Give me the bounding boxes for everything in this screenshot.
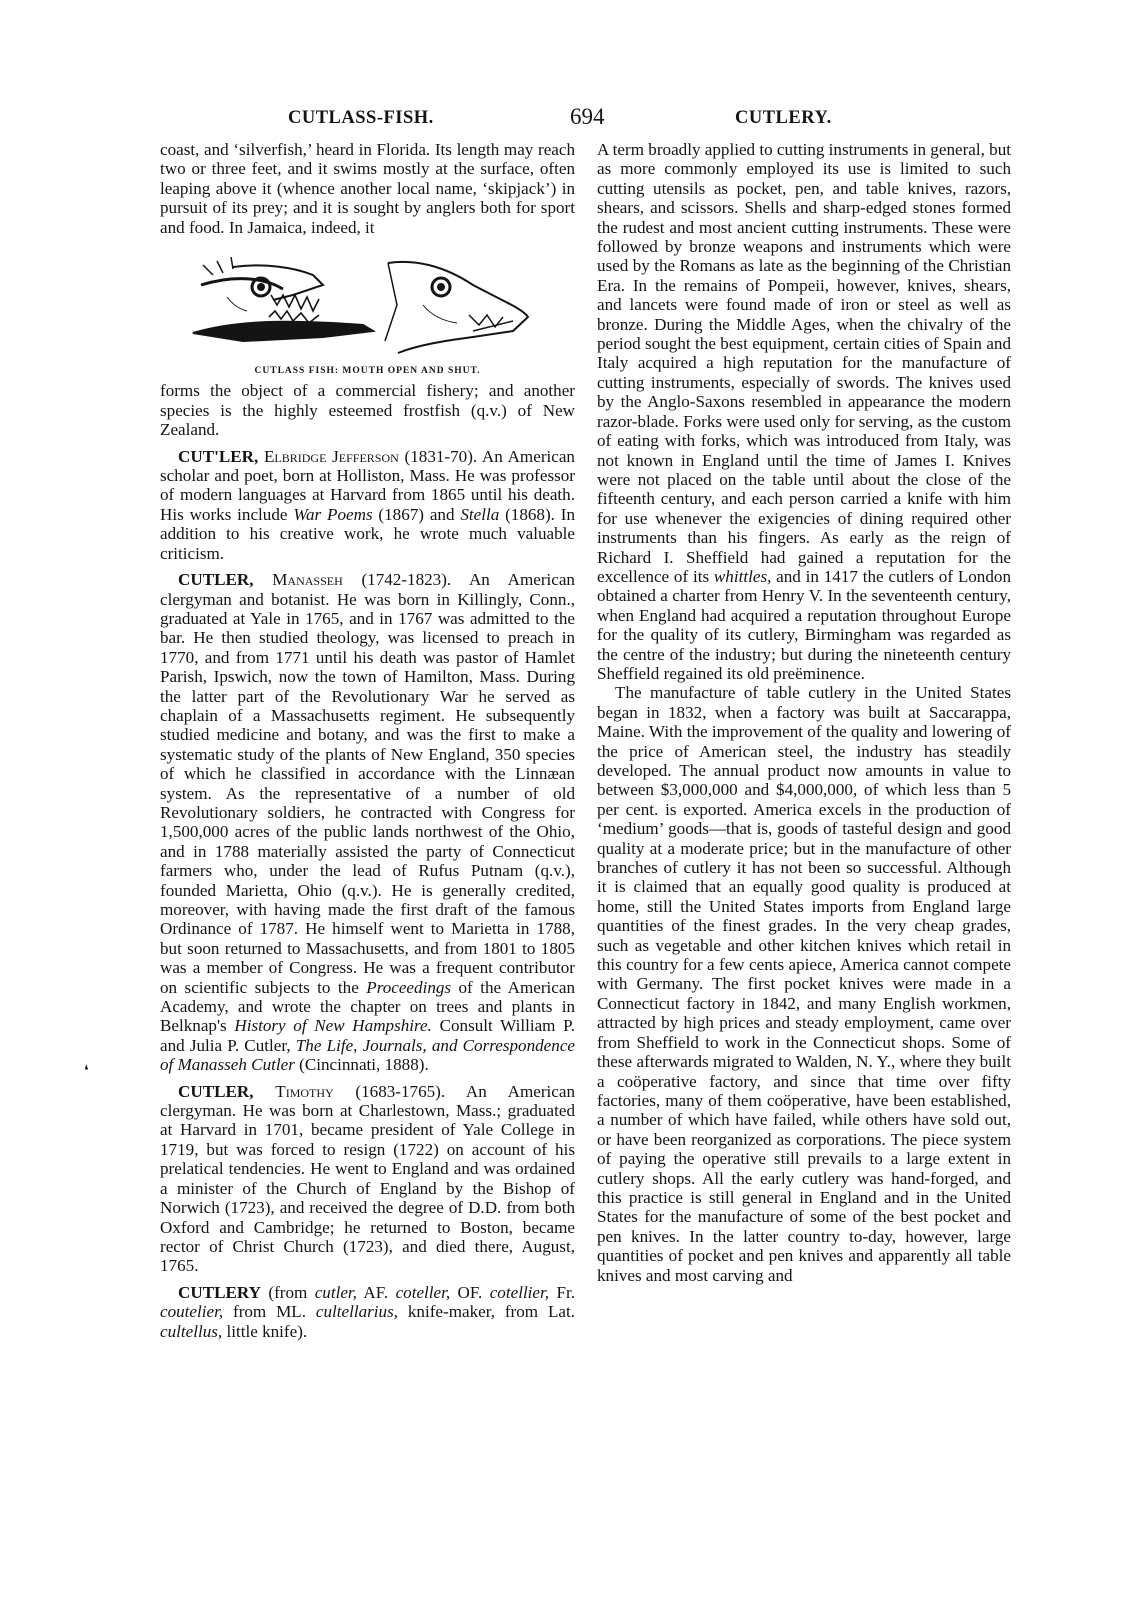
fish-head-open-mouth [193, 257, 373, 341]
cutlery-history-paragraph [597, 140, 1011, 683]
entry-cutler-manasseh [160, 570, 575, 1075]
entry-headword: CUTLER, [178, 1081, 254, 1101]
etymon: cutler, [314, 1282, 357, 1302]
entry-title: Proceedings [366, 977, 452, 997]
margin-mark: ❛ [84, 1064, 89, 1079]
left-column [160, 140, 575, 1341]
running-header [160, 106, 1010, 138]
entry-forename: Elbridge Jefferson [263, 446, 399, 466]
cutlass-fish-paragraph: coast, and ‘silverfish,’ heard in Florida. Its length may reach two or three feet, and it swims mostly at the surface, often leaping above it (whence another local name, ‘skipjack’) in pursuit of its prey; and it is sought by anglers both for sport and food. In Jamaica, indeed, it [160, 140, 575, 237]
etymon: coteller, [395, 1282, 451, 1302]
header-right-title: CUTLERY. [735, 108, 832, 128]
entry-headword: CUT'LER, [178, 446, 259, 466]
right-column [597, 140, 1011, 1285]
entry-text: knife-maker, from Lat. [398, 1302, 575, 1322]
paragraph-text: A term broadly applied to cutting instruments in general, but as more commonly employed its use is limited to such cutting utensils as pocket, pen, and table knives, razors, shears, and scissors. Shells and sharp-edged stones formed the rudest and most ancient cutting instruments. These were followed by bronze weapons and instruments which were used by the Romans as late as the beginning of the Christian Era. In the remains of Pompeii, however, knives, shears, and lancets were found made of iron or steel as well as bronze. During the Middle Ages, when the chivalry of the period sought the best equipment, certain cities of Spain and Italy acquired a high reputation for the manufacture of cutting instruments, especially of swords. The knives used by the Anglo-Saxons resembled in appearance the modern razor-blade. Forks were used only for serving, as the custom of eating with forks, which was introduced from Italy, was not known in England until the time of James I. Knives were not placed on the table until about the close of the fifteenth century, and each person carried a knife with him for use whenever the exigencies of dining required other instruments than his fingers. As early as the reign of Richard I. Sheffield had gained a reputation for the excellence of its [597, 140, 1011, 586]
entry-cutler-elbridge [160, 447, 575, 563]
cutlass-fish-paragraph-continued: forms the object of a commercial fishery; and another species is the highly esteemed frostfish (q.v.) of New Zealand. [160, 381, 575, 440]
etymon: cotellier, [489, 1282, 550, 1302]
italic-term: whittles, [713, 566, 772, 586]
entry-title: History of New Hampshire. [234, 1016, 432, 1036]
entry-text: (from [260, 1282, 315, 1302]
fish-head-closed-mouth [385, 262, 528, 353]
entry-text: (Cincinnati, 1888). [294, 1055, 429, 1075]
entry-text: from ML. [223, 1302, 316, 1322]
entry-cutlery-etymology [160, 1283, 575, 1341]
figure-caption: CUTLASS FISH: MOUTH OPEN AND SHUT. [254, 366, 481, 377]
entry-text: AF. [356, 1282, 396, 1302]
etymon: cultellus, [160, 1321, 223, 1341]
entry-text: little knife). [222, 1321, 308, 1341]
entry-text: Fr. [549, 1282, 575, 1302]
entry-forename: Manasseh [272, 570, 343, 590]
etymon: cultellarius, [315, 1302, 399, 1322]
etymon: coutelier, [160, 1302, 224, 1322]
entry-text: Consult William P. and Julia P. Cutler, [160, 1016, 575, 1055]
entry-forename: Timothy [275, 1081, 334, 1101]
entry-title: Stella [460, 504, 500, 524]
entry-headword: CUTLER, [178, 570, 254, 590]
header-left-title: CUTLASS-FISH. [288, 108, 434, 128]
entry-text: (1868). In addition to his creative work, he wrote much valuable criticism. [160, 504, 575, 563]
entry-title: The Life, Journals, and Correspondence of Manasseh Cutler [160, 1035, 575, 1075]
cutlery-united-states-paragraph: The manufacture of table cutlery in the United States began in 1832, when a factory was built at Saccarappa, Maine. With the improvement of the quality and lowering of the price of American steel, the industry has steadily developed. The annual product now amounts in value to between $3,000,000 and $4,000,000, of which less than 5 per cent. is exported. America excels in the production of ‘medium’ goods—that is, goods of tasteful design and good quality at a moderate price; but in the manufacture of other branches of cutlery it has not been so successful. Although it is claimed that an equally good quality is produced at home, still the United States imports from England large quantities of the finest grades. In the very cheap grades, such as vegetable and other kitchen knives which retail in this country for a few cents apiece, America cannot compete with Germany. The first pocket knives were made in a Connecticut factory in 1842, and many English workmen, attracted by high prices and steady employment, came over from Sheffield to work in the Connecticut shops. Some of these afterwards migrated to Walden, N. Y., where they built a coöperative factory, and since that time over fifty factories, many of them coöperative, have been established, a number of which have failed, while others have sold out, or have been reorganized as corporations. The piece system of paying the operative still prevails to a large extent in cutlery shops. All the early cutlery was hand-forged, and this practice is still general in England and in the United States for the manufacture of some of the best pocket and pen knives. In the latter country to-day, however, large quantities of pocket and pen knives and apparently all table knives and most carving and [597, 683, 1011, 1285]
entry-text: (1742-1823). An American clergyman and botanist. He was born in Killingly, Conn., graduated at Yale in 1765, and in 1767 was admitted to the bar. He then studied theology, was licensed to preach in 1770, and from 1771 until his death was pastor of Hamlet Parish, Ipswich, now the town of Hamilton, Mass. During the latter part of the Revolutionary War he served as chaplain of a Massachusetts regiment. He subsequently studied medicine and botany, and was the first to make a systematic study of the plants of New England, 350 species of which he classified in accordance with the Linnæan system. As the representative of a number of old Revolutionary soldiers, he contracted with Congress for 1,500,000 acres of the public lands northwest of the Ohio, and in 1788 materially assisted the party of Connecticut farmers who, under the lead of Rufus Putnam (q.v.), founded Marietta, Ohio (q.v.). He is generally credited, moreover, with having made the first draft of the famous Ordinance of 1787. He himself went to Marietta in 1788, but soon returned to Massachusetts, and from 1801 to 1805 was a member of Congress. He was a frequent contributor on scientific subjects to the [160, 570, 575, 997]
cutlass-fish-illustration [173, 245, 563, 362]
entry-text: of the American Academy, and wrote the chapter on trees and plants in Belknap's [160, 977, 575, 1036]
paragraph-text: and in 1417 the cutlers of London obtained a charter from Henry V. In the seventeenth century, when England had acquired a reputation throughout Europe for the quality of its cutlery, Birmingham was regarded as the centre of the industry; but during the nineteenth century Sheffield regained its old preëminence. [597, 566, 1011, 683]
entry-text: (1867) and [372, 504, 461, 524]
entry-cutler-timothy [160, 1082, 575, 1276]
entry-text: OF. [450, 1282, 490, 1302]
entry-title: War Poems [293, 504, 373, 524]
page-number: 694 [570, 104, 605, 129]
entry-text: (1831-70). An American scholar and poet, born at Holliston, Mass. He was professor of modern languages at Harvard from 1865 until his death. His works include [160, 446, 575, 524]
cutlass-fish-figure [160, 245, 575, 362]
entry-text: (1683-1765). An American clergyman. He was born at Charlestown, Mass.; graduated at Harvard in 1701, became president of Yale College in 1719, but was forced to resign (1722) on account of his prelatical tendencies. He went to England and was ordained a minister of the Church of England by the Bishop of Norwich (1723), and received the degree of D.D. from both Oxford and Cambridge; he returned to Boston, became rector of Christ Church (1723), and died there, August, 1765. [160, 1081, 575, 1276]
entry-headword: CUTLERY [178, 1282, 261, 1302]
